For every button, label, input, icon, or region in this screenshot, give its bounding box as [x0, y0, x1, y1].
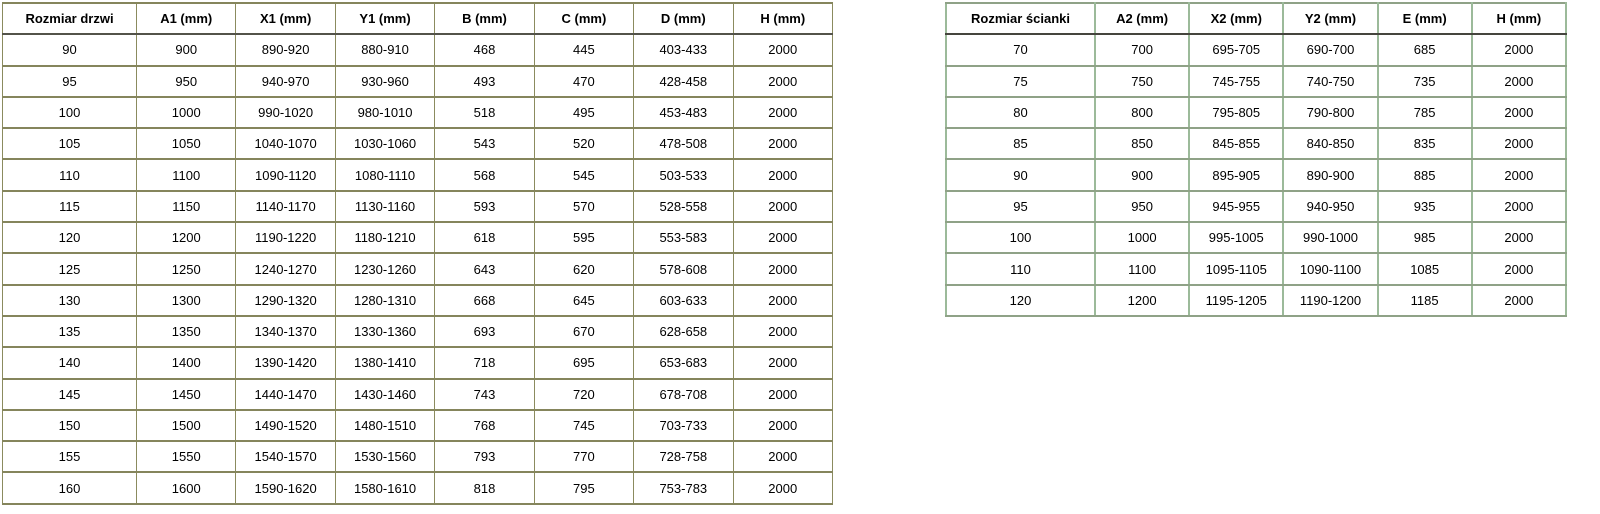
walls-table-cell: 70 — [946, 34, 1095, 65]
doors-table-cell: 493 — [435, 66, 534, 97]
walls-table-row — [946, 285, 1566, 316]
doors-table-cell: 1300 — [137, 285, 236, 316]
doors-table-cell: 695 — [534, 347, 633, 378]
doors-table-cell: 753-783 — [634, 472, 733, 503]
walls-table-cell: 2000 — [1472, 253, 1566, 284]
walls-table-cell: 90 — [946, 159, 1095, 190]
doors-table-cell: 428-458 — [634, 66, 733, 97]
doors-table-cell: 1380-1410 — [335, 347, 434, 378]
doors-table-cell: 1000 — [137, 97, 236, 128]
doors-table-cell: 1030-1060 — [335, 128, 434, 159]
walls-table-cell: 2000 — [1472, 285, 1566, 316]
doors-table-cell: 890-920 — [236, 34, 335, 65]
doors-header-cell: X1 (mm) — [236, 3, 335, 34]
doors-table-cell: 145 — [3, 379, 137, 410]
walls-table-cell: 690-700 — [1283, 34, 1377, 65]
walls-table-cell: 2000 — [1472, 34, 1566, 65]
doors-table-cell: 1080-1110 — [335, 159, 434, 190]
doors-table-cell: 543 — [435, 128, 534, 159]
walls-table-cell: 80 — [946, 97, 1095, 128]
doors-table-cell: 503-533 — [634, 159, 733, 190]
doors-table-cell: 728-758 — [634, 441, 733, 472]
doors-table-cell: 1050 — [137, 128, 236, 159]
doors-table-cell: 1240-1270 — [236, 253, 335, 284]
doors-table-cell: 130 — [3, 285, 137, 316]
doors-header-cell: Y1 (mm) — [335, 3, 434, 34]
walls-table-row — [946, 191, 1566, 222]
doors-table-row — [3, 34, 833, 65]
walls-table-cell: 740-750 — [1283, 66, 1377, 97]
walls-table-cell: 1195-1205 — [1189, 285, 1283, 316]
walls-table-cell: 985 — [1378, 222, 1472, 253]
walls-table-cell: 950 — [1095, 191, 1189, 222]
doors-table-cell: 1290-1320 — [236, 285, 335, 316]
doors-table-cell: 1350 — [137, 316, 236, 347]
doors-table-cell: 668 — [435, 285, 534, 316]
doors-table-row — [3, 285, 833, 316]
doors-table-cell: 940-970 — [236, 66, 335, 97]
doors-table-cell: 643 — [435, 253, 534, 284]
doors-table-cell: 1530-1560 — [335, 441, 434, 472]
doors-table-cell: 930-960 — [335, 66, 434, 97]
walls-table-cell: 790-800 — [1283, 97, 1377, 128]
walls-table-cell: 735 — [1378, 66, 1472, 97]
walls-table-cell: 750 — [1095, 66, 1189, 97]
walls-table-cell: 2000 — [1472, 66, 1566, 97]
walls-table-cell: 1090-1100 — [1283, 253, 1377, 284]
doors-table-cell: 678-708 — [634, 379, 733, 410]
doors-table-cell: 818 — [435, 472, 534, 503]
doors-table-row — [3, 222, 833, 253]
wall-sizes-table — [945, 2, 1567, 317]
doors-table-cell: 1580-1610 — [335, 472, 434, 503]
doors-table-cell: 593 — [435, 191, 534, 222]
doors-table-cell: 105 — [3, 128, 137, 159]
doors-table-cell: 553-583 — [634, 222, 733, 253]
doors-table-row — [3, 128, 833, 159]
walls-table-cell: 75 — [946, 66, 1095, 97]
walls-table-cell: 1000 — [1095, 222, 1189, 253]
doors-table-row — [3, 472, 833, 503]
walls-table-cell: 990-1000 — [1283, 222, 1377, 253]
walls-table-row — [946, 253, 1566, 284]
walls-table-row — [946, 222, 1566, 253]
doors-header-cell: Rozmiar drzwi — [3, 3, 137, 34]
doors-table-row — [3, 347, 833, 378]
doors-table-cell: 2000 — [733, 410, 832, 441]
doors-table-cell: 720 — [534, 379, 633, 410]
doors-table-cell: 2000 — [733, 191, 832, 222]
doors-table-cell: 768 — [435, 410, 534, 441]
walls-table-cell: 995-1005 — [1189, 222, 1283, 253]
doors-table-cell: 980-1010 — [335, 97, 434, 128]
walls-table-row — [946, 159, 1566, 190]
walls-table-row — [946, 128, 1566, 159]
doors-table-cell: 468 — [435, 34, 534, 65]
doors-table-row — [3, 191, 833, 222]
walls-table-cell: 940-950 — [1283, 191, 1377, 222]
doors-table-cell: 1550 — [137, 441, 236, 472]
doors-table-cell: 2000 — [733, 379, 832, 410]
walls-table-cell: 85 — [946, 128, 1095, 159]
doors-table-cell: 1140-1170 — [236, 191, 335, 222]
doors-table-cell: 620 — [534, 253, 633, 284]
doors-table-cell: 1540-1570 — [236, 441, 335, 472]
doors-table-cell: 115 — [3, 191, 137, 222]
doors-table-cell: 95 — [3, 66, 137, 97]
doors-table-cell: 125 — [3, 253, 137, 284]
doors-table-cell: 2000 — [733, 66, 832, 97]
walls-table-cell: 700 — [1095, 34, 1189, 65]
walls-table-cell: 850 — [1095, 128, 1189, 159]
doors-table-cell: 568 — [435, 159, 534, 190]
doors-table-cell: 140 — [3, 347, 137, 378]
doors-table-cell: 703-733 — [634, 410, 733, 441]
doors-table-cell: 618 — [435, 222, 534, 253]
walls-table-cell: 900 — [1095, 159, 1189, 190]
doors-table-cell: 403-433 — [634, 34, 733, 65]
doors-table-cell: 445 — [534, 34, 633, 65]
walls-table-cell: 895-905 — [1189, 159, 1283, 190]
doors-table-cell: 1190-1220 — [236, 222, 335, 253]
walls-table-cell: 845-855 — [1189, 128, 1283, 159]
walls-table-row — [946, 66, 1566, 97]
walls-header-cell: H (mm) — [1472, 3, 1566, 34]
doors-table-row — [3, 441, 833, 472]
walls-table-cell: 840-850 — [1283, 128, 1377, 159]
doors-table-row — [3, 410, 833, 441]
doors-table-cell: 90 — [3, 34, 137, 65]
doors-table-cell: 645 — [534, 285, 633, 316]
walls-table-row — [946, 34, 1566, 65]
doors-table-cell: 570 — [534, 191, 633, 222]
doors-table-cell: 1430-1460 — [335, 379, 434, 410]
doors-table-cell: 1040-1070 — [236, 128, 335, 159]
doors-table-cell: 1490-1520 — [236, 410, 335, 441]
walls-header-cell: Y2 (mm) — [1283, 3, 1377, 34]
walls-table-cell: 1100 — [1095, 253, 1189, 284]
walls-table-cell: 2000 — [1472, 128, 1566, 159]
doors-table-cell: 880-910 — [335, 34, 434, 65]
walls-table-cell: 685 — [1378, 34, 1472, 65]
doors-table-cell: 1200 — [137, 222, 236, 253]
doors-table-cell: 1340-1370 — [236, 316, 335, 347]
doors-table-cell: 1280-1310 — [335, 285, 434, 316]
walls-table-cell: 100 — [946, 222, 1095, 253]
doors-table-row — [3, 66, 833, 97]
walls-table-cell: 785 — [1378, 97, 1472, 128]
walls-table-cell: 945-955 — [1189, 191, 1283, 222]
doors-table-cell: 2000 — [733, 441, 832, 472]
doors-table-cell: 150 — [3, 410, 137, 441]
doors-table-cell: 1500 — [137, 410, 236, 441]
doors-table-cell: 1250 — [137, 253, 236, 284]
doors-table-cell: 670 — [534, 316, 633, 347]
walls-table-cell: 1085 — [1378, 253, 1472, 284]
doors-table-cell: 1150 — [137, 191, 236, 222]
doors-table-row — [3, 97, 833, 128]
doors-table-cell: 793 — [435, 441, 534, 472]
doors-table-cell: 1600 — [137, 472, 236, 503]
walls-table-cell: 2000 — [1472, 222, 1566, 253]
doors-table-cell: 770 — [534, 441, 633, 472]
doors-table-cell: 1330-1360 — [335, 316, 434, 347]
walls-header-cell: A2 (mm) — [1095, 3, 1189, 34]
walls-header-cell: X2 (mm) — [1189, 3, 1283, 34]
doors-header-row — [3, 3, 833, 34]
doors-table-cell: 653-683 — [634, 347, 733, 378]
doors-header-cell: A1 (mm) — [137, 3, 236, 34]
doors-table-row — [3, 253, 833, 284]
walls-table-cell: 120 — [946, 285, 1095, 316]
doors-table-cell: 743 — [435, 379, 534, 410]
doors-table-cell: 478-508 — [634, 128, 733, 159]
doors-table-cell: 1480-1510 — [335, 410, 434, 441]
doors-table-cell: 2000 — [733, 347, 832, 378]
doors-table-cell: 528-558 — [634, 191, 733, 222]
doors-table-cell: 1590-1620 — [236, 472, 335, 503]
doors-table-cell: 495 — [534, 97, 633, 128]
doors-table-cell: 518 — [435, 97, 534, 128]
walls-table-cell: 110 — [946, 253, 1095, 284]
doors-table-cell: 1390-1420 — [236, 347, 335, 378]
doors-table-cell: 1450 — [137, 379, 236, 410]
doors-table-cell: 2000 — [733, 159, 832, 190]
doors-table-cell: 1130-1160 — [335, 191, 434, 222]
walls-table-cell: 1190-1200 — [1283, 285, 1377, 316]
doors-header-cell: H (mm) — [733, 3, 832, 34]
walls-table-cell: 2000 — [1472, 159, 1566, 190]
walls-table-row — [946, 97, 1566, 128]
doors-table-cell: 110 — [3, 159, 137, 190]
doors-table-cell: 1230-1260 — [335, 253, 434, 284]
walls-table-cell: 795-805 — [1189, 97, 1283, 128]
doors-table-cell: 2000 — [733, 316, 832, 347]
doors-table-cell: 160 — [3, 472, 137, 503]
door-sizes-table — [2, 2, 833, 505]
walls-table-cell: 890-900 — [1283, 159, 1377, 190]
doors-table-cell: 2000 — [733, 128, 832, 159]
walls-table-cell: 885 — [1378, 159, 1472, 190]
doors-table-cell: 1090-1120 — [236, 159, 335, 190]
doors-table-cell: 990-1020 — [236, 97, 335, 128]
doors-table-cell: 2000 — [733, 285, 832, 316]
doors-table-cell: 120 — [3, 222, 137, 253]
doors-table-cell: 595 — [534, 222, 633, 253]
doors-table-cell: 2000 — [733, 253, 832, 284]
doors-table-cell: 2000 — [733, 222, 832, 253]
walls-table-cell: 1185 — [1378, 285, 1472, 316]
walls-header-row — [946, 3, 1566, 34]
doors-table-cell: 2000 — [733, 472, 832, 503]
walls-table-cell: 745-755 — [1189, 66, 1283, 97]
doors-table-row — [3, 316, 833, 347]
doors-table-cell: 520 — [534, 128, 633, 159]
walls-header-cell: Rozmiar ścianki — [946, 3, 1095, 34]
walls-table-cell: 1095-1105 — [1189, 253, 1283, 284]
doors-header-cell: B (mm) — [435, 3, 534, 34]
doors-table-cell: 578-608 — [634, 253, 733, 284]
doors-table-row — [3, 159, 833, 190]
doors-table-cell: 155 — [3, 441, 137, 472]
doors-header-cell: D (mm) — [634, 3, 733, 34]
doors-table-cell: 1400 — [137, 347, 236, 378]
doors-table-cell: 1180-1210 — [335, 222, 434, 253]
doors-table-cell: 2000 — [733, 97, 832, 128]
walls-table-cell: 800 — [1095, 97, 1189, 128]
walls-table-cell: 2000 — [1472, 97, 1566, 128]
doors-table-cell: 603-633 — [634, 285, 733, 316]
doors-table-cell: 545 — [534, 159, 633, 190]
doors-table-cell: 453-483 — [634, 97, 733, 128]
doors-table-cell: 745 — [534, 410, 633, 441]
doors-table-row — [3, 379, 833, 410]
walls-table-cell: 935 — [1378, 191, 1472, 222]
doors-table-cell: 2000 — [733, 34, 832, 65]
doors-table-cell: 950 — [137, 66, 236, 97]
doors-table-cell: 795 — [534, 472, 633, 503]
walls-table-cell: 95 — [946, 191, 1095, 222]
doors-table-cell: 135 — [3, 316, 137, 347]
walls-table-cell: 2000 — [1472, 191, 1566, 222]
doors-table-cell: 900 — [137, 34, 236, 65]
walls-table-cell: 695-705 — [1189, 34, 1283, 65]
walls-header-cell: E (mm) — [1378, 3, 1472, 34]
doors-table-cell: 100 — [3, 97, 137, 128]
doors-table-cell: 628-658 — [634, 316, 733, 347]
walls-table-cell: 835 — [1378, 128, 1472, 159]
walls-table-cell: 1200 — [1095, 285, 1189, 316]
doors-table-cell: 718 — [435, 347, 534, 378]
doors-table-cell: 470 — [534, 66, 633, 97]
doors-table-cell: 1440-1470 — [236, 379, 335, 410]
doors-table-cell: 693 — [435, 316, 534, 347]
doors-header-cell: C (mm) — [534, 3, 633, 34]
doors-table-cell: 1100 — [137, 159, 236, 190]
